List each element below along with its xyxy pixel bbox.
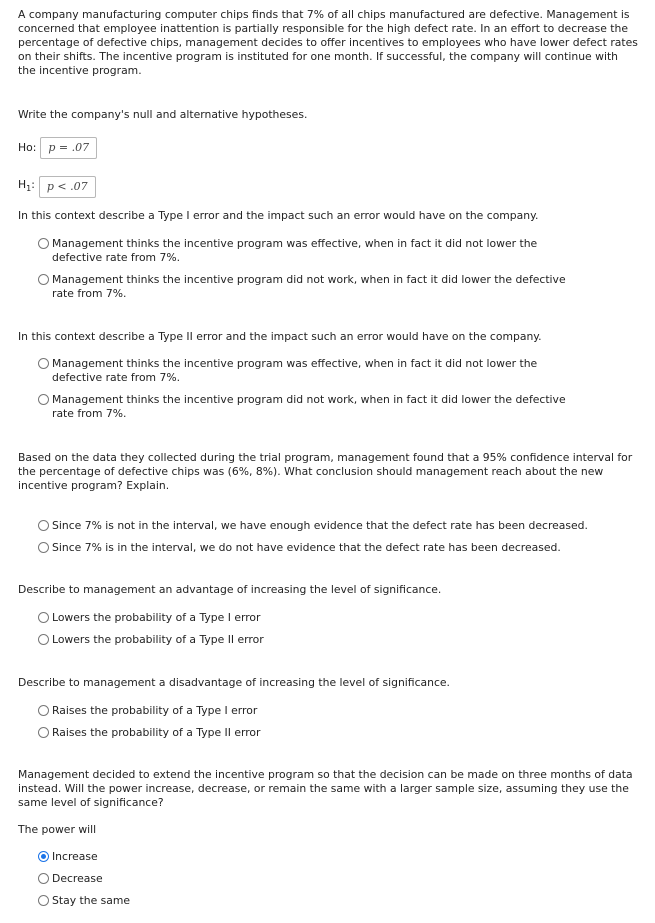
advantage-option-2[interactable] bbox=[38, 633, 638, 647]
alternative-hypothesis-value: p < .07 bbox=[46, 180, 88, 193]
null-hypothesis-value: p = .07 bbox=[48, 141, 90, 154]
ci-option-2[interactable] bbox=[38, 541, 638, 555]
alternative-hypothesis-label: $H_1$: bbox=[18, 177, 35, 194]
disadvantage-options bbox=[18, 704, 638, 740]
advantage-prompt: Describe to management an advantage of increasing the level of significance. bbox=[18, 583, 442, 596]
option-label: Since 7% is in the interval, we do not have evidence that the defect rate has been decreased. bbox=[52, 541, 561, 554]
null-hypothesis-row bbox=[18, 137, 638, 159]
null-hypothesis-field[interactable] bbox=[40, 137, 97, 159]
power-prompt: Management decided to extend the incentive program so that the decision can be made on three months of data instead. Will the power increase, decrease, or remain the same with a larger sample size, assuming they use the same level of significance? bbox=[18, 768, 633, 809]
option-label: Management thinks the incentive program did not work, when in fact it did lower the defective rate from 7%. bbox=[52, 273, 566, 300]
option-label: Increase bbox=[52, 850, 98, 863]
type1-option-1[interactable] bbox=[38, 237, 638, 265]
option-label: Management thinks the incentive program was effective, when in fact it did not lower the defective rate from 7%. bbox=[52, 237, 538, 264]
hypotheses-prompt: Write the company's null and alternative hypotheses. bbox=[18, 108, 308, 121]
problem-intro: A company manufacturing computer chips finds that 7% of all chips manufactured are defective. Management is concerned that employee inattention is partially responsible for the high defect rate. In an effort to decrease the percentage of defective chips, management decides to offer incentives to employees who have lower defect rates on their shifts. The incentive program is instituted for one month. If successful, the company will continue with the incentive program. bbox=[18, 8, 638, 77]
radio-icon[interactable] bbox=[38, 238, 49, 249]
radio-selected-icon[interactable] bbox=[38, 851, 49, 862]
option-label: Decrease bbox=[52, 872, 103, 885]
option-label: Since 7% is not in the interval, we have enough evidence that the defect rate has been decreased. bbox=[52, 519, 588, 532]
radio-icon[interactable] bbox=[38, 274, 49, 285]
type2-option-2[interactable] bbox=[38, 393, 638, 421]
radio-icon[interactable] bbox=[38, 873, 49, 884]
type2-options bbox=[18, 357, 638, 421]
type1-prompt: In this context describe a Type I error and the impact such an error would have on the company. bbox=[18, 209, 539, 222]
radio-icon[interactable] bbox=[38, 542, 49, 553]
null-hypothesis-label: Ho: bbox=[18, 141, 37, 154]
confidence-interval-prompt: Based on the data they collected during the trial program, management found that a 95% confidence interval for the percentage of defective chips was (6%, 8%). What conclusion should management reach about the new incentive program? Explain. bbox=[18, 451, 633, 492]
option-label: Lowers the probability of a Type II error bbox=[52, 633, 264, 646]
radio-icon[interactable] bbox=[38, 520, 49, 531]
radio-icon[interactable] bbox=[38, 394, 49, 405]
power-option-decrease[interactable] bbox=[38, 872, 638, 886]
type1-option-2[interactable] bbox=[38, 273, 638, 301]
option-label: Lowers the probability of a Type I error bbox=[52, 611, 261, 624]
disadvantage-option-1[interactable] bbox=[38, 704, 638, 718]
question-page bbox=[18, 8, 638, 908]
disadvantage-option-2[interactable] bbox=[38, 726, 638, 740]
ci-option-1[interactable] bbox=[38, 519, 638, 533]
option-label: Stay the same bbox=[52, 894, 131, 907]
radio-icon[interactable] bbox=[38, 612, 49, 623]
alternative-hypothesis-row bbox=[18, 176, 638, 198]
power-options bbox=[18, 850, 638, 908]
option-label: Management thinks the incentive program did not work, when in fact it did lower the defective rate from 7%. bbox=[52, 393, 566, 420]
radio-icon[interactable] bbox=[38, 705, 49, 716]
option-label: Raises the probability of a Type II error bbox=[52, 726, 261, 739]
radio-icon[interactable] bbox=[38, 895, 49, 906]
radio-icon[interactable] bbox=[38, 727, 49, 738]
type2-prompt: In this context describe a Type II error and the impact such an error would have on the company. bbox=[18, 330, 542, 343]
type2-option-1[interactable] bbox=[38, 357, 638, 385]
radio-icon[interactable] bbox=[38, 358, 49, 369]
disadvantage-prompt: Describe to management a disadvantage of increasing the level of significance. bbox=[18, 676, 450, 689]
radio-icon[interactable] bbox=[38, 634, 49, 645]
advantage-option-1[interactable] bbox=[38, 611, 638, 625]
option-label: Raises the probability of a Type I error bbox=[52, 704, 258, 717]
confidence-interval-options bbox=[18, 519, 638, 555]
alternative-hypothesis-field[interactable] bbox=[39, 176, 96, 198]
type1-options bbox=[18, 237, 638, 301]
power-option-same[interactable] bbox=[38, 894, 638, 908]
power-option-increase[interactable] bbox=[38, 850, 638, 864]
option-label: Management thinks the incentive program was effective, when in fact it did not lower the defective rate from 7%. bbox=[52, 357, 538, 384]
power-lead-text: The power will bbox=[18, 823, 97, 836]
advantage-options bbox=[18, 611, 638, 647]
